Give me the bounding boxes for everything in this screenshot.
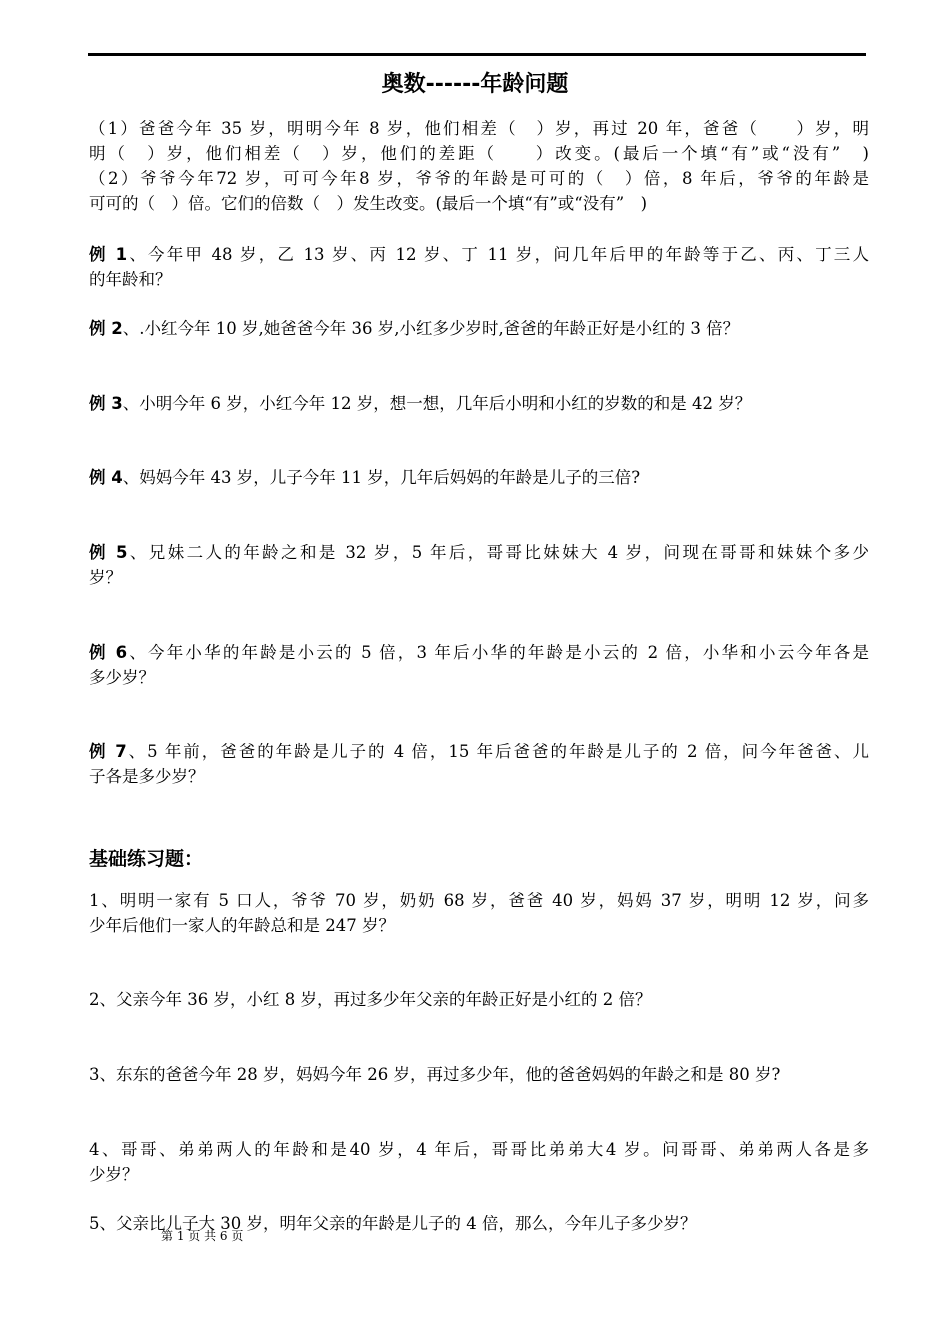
exercise-4-cont: 少岁？ [89, 1165, 139, 1184]
example-7 [89, 740, 869, 764]
exercise-5: 5、父亲比儿子大 30 岁，明年父亲的年龄是儿子的 4 倍，那么，今年儿子多少岁？ [89, 1214, 697, 1233]
exercise-1-cont: 少年后他们一家人的年龄总和是 247 岁？ [89, 916, 395, 935]
example-text: 、妈妈今年 43 岁，儿子今年 11 岁，几年后妈妈的年龄是儿子的三倍? [122, 468, 641, 487]
example-label: 例 7 [89, 742, 127, 761]
example-text: 、今年甲 48 岁，乙 13 岁、丙 12 岁、丁 11 岁，问几年后甲的年龄等于乙、丙、丁三人 [127, 245, 869, 264]
example-text: 、兄妹二人的年龄之和是 32 岁，5 年后，哥哥比妹妹大 4 岁，问现在哥哥和妹妹个多少 [127, 543, 869, 562]
intro-line: 可可的（ ）倍。它们的倍数（ ）发生改变。(最后一个填“有”或“没有” ) [89, 194, 648, 213]
example-5-cont: 岁？ [89, 568, 122, 587]
exercise-2: 2、父亲今年 36 岁，小红 8 岁，再过多少年父亲的年龄正好是小红的 2 倍？ [89, 990, 652, 1009]
example-text: 、.小红今年 10 岁,她爸爸今年 36 岁,小红多少岁时,爸爸的年龄正好是小红的 3 倍？ [122, 319, 740, 338]
section-title: 基础练习题： [89, 848, 204, 870]
example-7-cont: 子各是多少岁？ [89, 767, 205, 786]
example-text: 、小明今年 6 岁，小红今年 12 岁，想一想，几年后小明和小红的岁数的和是 42 岁？ [122, 394, 752, 413]
example-1-cont: 的年龄和？ [89, 270, 172, 289]
example-3 [89, 392, 869, 416]
example-label: 例 1 [89, 245, 128, 264]
intro-line: （1）爸爸今年 35 岁，明明今年 8 岁，他们相差（ ）岁，再过 20 年，爸爸（ ）岁，明 [89, 119, 869, 138]
intro-line: （2）爷爷今年72 岁，可可今年8 岁，爷爷的年龄是可可的（ ）倍，8 年后，爷爷的年龄是 [89, 169, 869, 188]
example-1 [89, 243, 869, 267]
example-text: 、今年小华的年龄是小云的 5 倍，3 年后小华的年龄是小云的 2 倍，小华和小云今年各是 [127, 643, 869, 662]
example-text: 、5 年前，爸爸的年龄是儿子的 4 倍，15 年后爸爸的年龄是儿子的 2 倍，问今年爸爸、儿 [126, 742, 869, 761]
example-6-cont: 多少岁？ [89, 668, 155, 687]
example-label: 例 2 [89, 319, 123, 338]
exercise-1: 1、明明一家有 5 口人，爷爷 70 岁，奶奶 68 岁，爸爸 40 岁，妈妈 37 岁，明明 12 岁，问多 [89, 891, 869, 910]
example-label: 例 4 [89, 468, 123, 487]
example-label: 例 5 [89, 543, 128, 562]
example-label: 例 3 [89, 394, 123, 413]
example-6 [89, 641, 869, 665]
page-title: 奥数------年龄问题 [381, 72, 569, 97]
exercise-3: 3、东东的爸爸今年 28 岁，妈妈今年 26 岁，再过多少年，他的爸爸妈妈的年龄之和是 80 岁? [89, 1065, 781, 1084]
header-rule [88, 53, 866, 56]
page-footer: 第 1 页 共 6 页 [161, 1229, 244, 1243]
exercise-4: 4、哥哥、弟弟两人的年龄和是40 岁，4 年后，哥哥比弟弟大4 岁。问哥哥、弟弟两人各是多 [89, 1140, 869, 1159]
example-label: 例 6 [89, 643, 128, 662]
intro-line: 明（ ）岁，他们相差（ ）岁，他们的差距（ ）改变。(最后一个填“有”或“没有” ) [89, 144, 869, 163]
example-2 [89, 317, 869, 341]
example-5 [89, 541, 869, 565]
example-4 [89, 466, 869, 490]
